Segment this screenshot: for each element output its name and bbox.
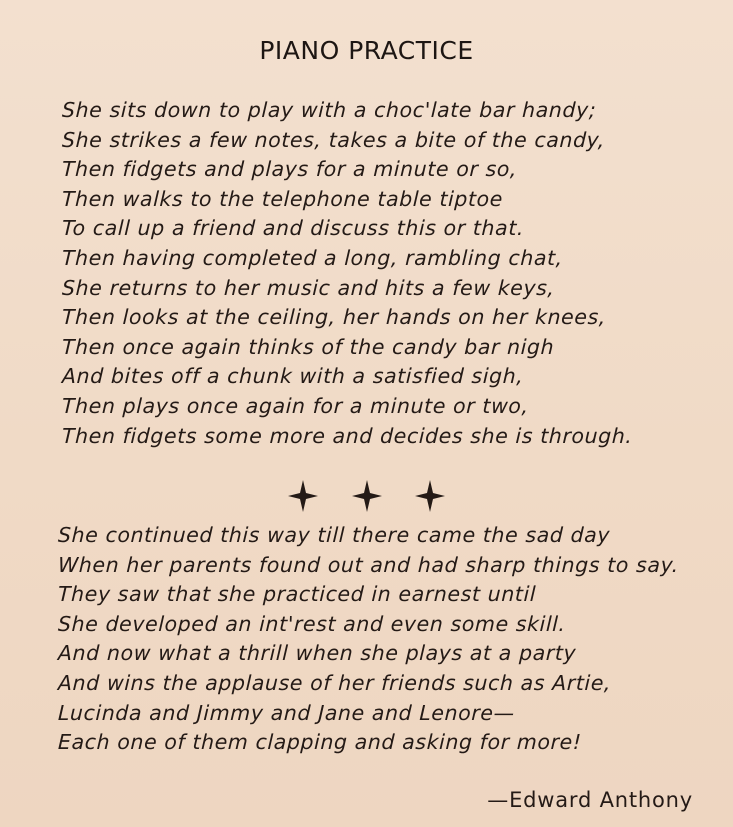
poem-line: Each one of them clapping and asking for more! xyxy=(57,730,583,755)
poem-line: She strikes a few notes, takes a bite of the candy, xyxy=(61,127,606,152)
poem-line: She continued this way till there came the sad day xyxy=(57,523,611,547)
poem-line: Then looks at the ceiling, her hands on her knees, xyxy=(61,305,607,330)
poem-line: When her parents found out and had sharp things to say. xyxy=(57,552,680,577)
poem-title: PIANO PRACTICE xyxy=(259,36,474,65)
four-point-star-icon xyxy=(286,478,320,514)
poem-line: Then fidgets some more and decides she is through. xyxy=(61,423,633,448)
poem-line: Then once again thinks of the candy bar nigh xyxy=(61,334,555,359)
poem-line: Lucinda and Jimmy and Jane and Lenore— xyxy=(57,700,516,725)
poem-line: Then having completed a long, rambling chat, xyxy=(61,245,564,270)
stanza-divider xyxy=(0,478,733,514)
four-point-star-icon xyxy=(413,478,447,514)
stanza-two xyxy=(58,521,679,758)
stanza-one xyxy=(62,96,633,451)
poem-line: And bites off a chunk with a satisfied sigh, xyxy=(61,364,524,389)
poem-line: They saw that she practiced in earnest until xyxy=(57,582,537,607)
poem-line: She developed an int'rest and even some skill. xyxy=(57,611,567,636)
poem-line: She sits down to play with a choc'late bar handy; xyxy=(61,98,597,122)
poem-line: And now what a thrill when she plays at a party xyxy=(57,641,577,666)
poem-line: Then walks to the telephone table tiptoe xyxy=(61,186,504,211)
poem-line: Then plays once again for a minute or two, xyxy=(61,393,530,418)
four-point-star-icon xyxy=(350,478,384,514)
poem-attribution: —Edward Anthony xyxy=(487,788,693,812)
poem-line: To call up a friend and discuss this or that. xyxy=(61,216,525,241)
poem-line: She returns to her music and hits a few keys, xyxy=(61,275,556,300)
poem-line: And wins the applause of her friends such as Artie, xyxy=(57,670,612,695)
poem-line: Then fidgets and plays for a minute or so, xyxy=(61,157,518,182)
